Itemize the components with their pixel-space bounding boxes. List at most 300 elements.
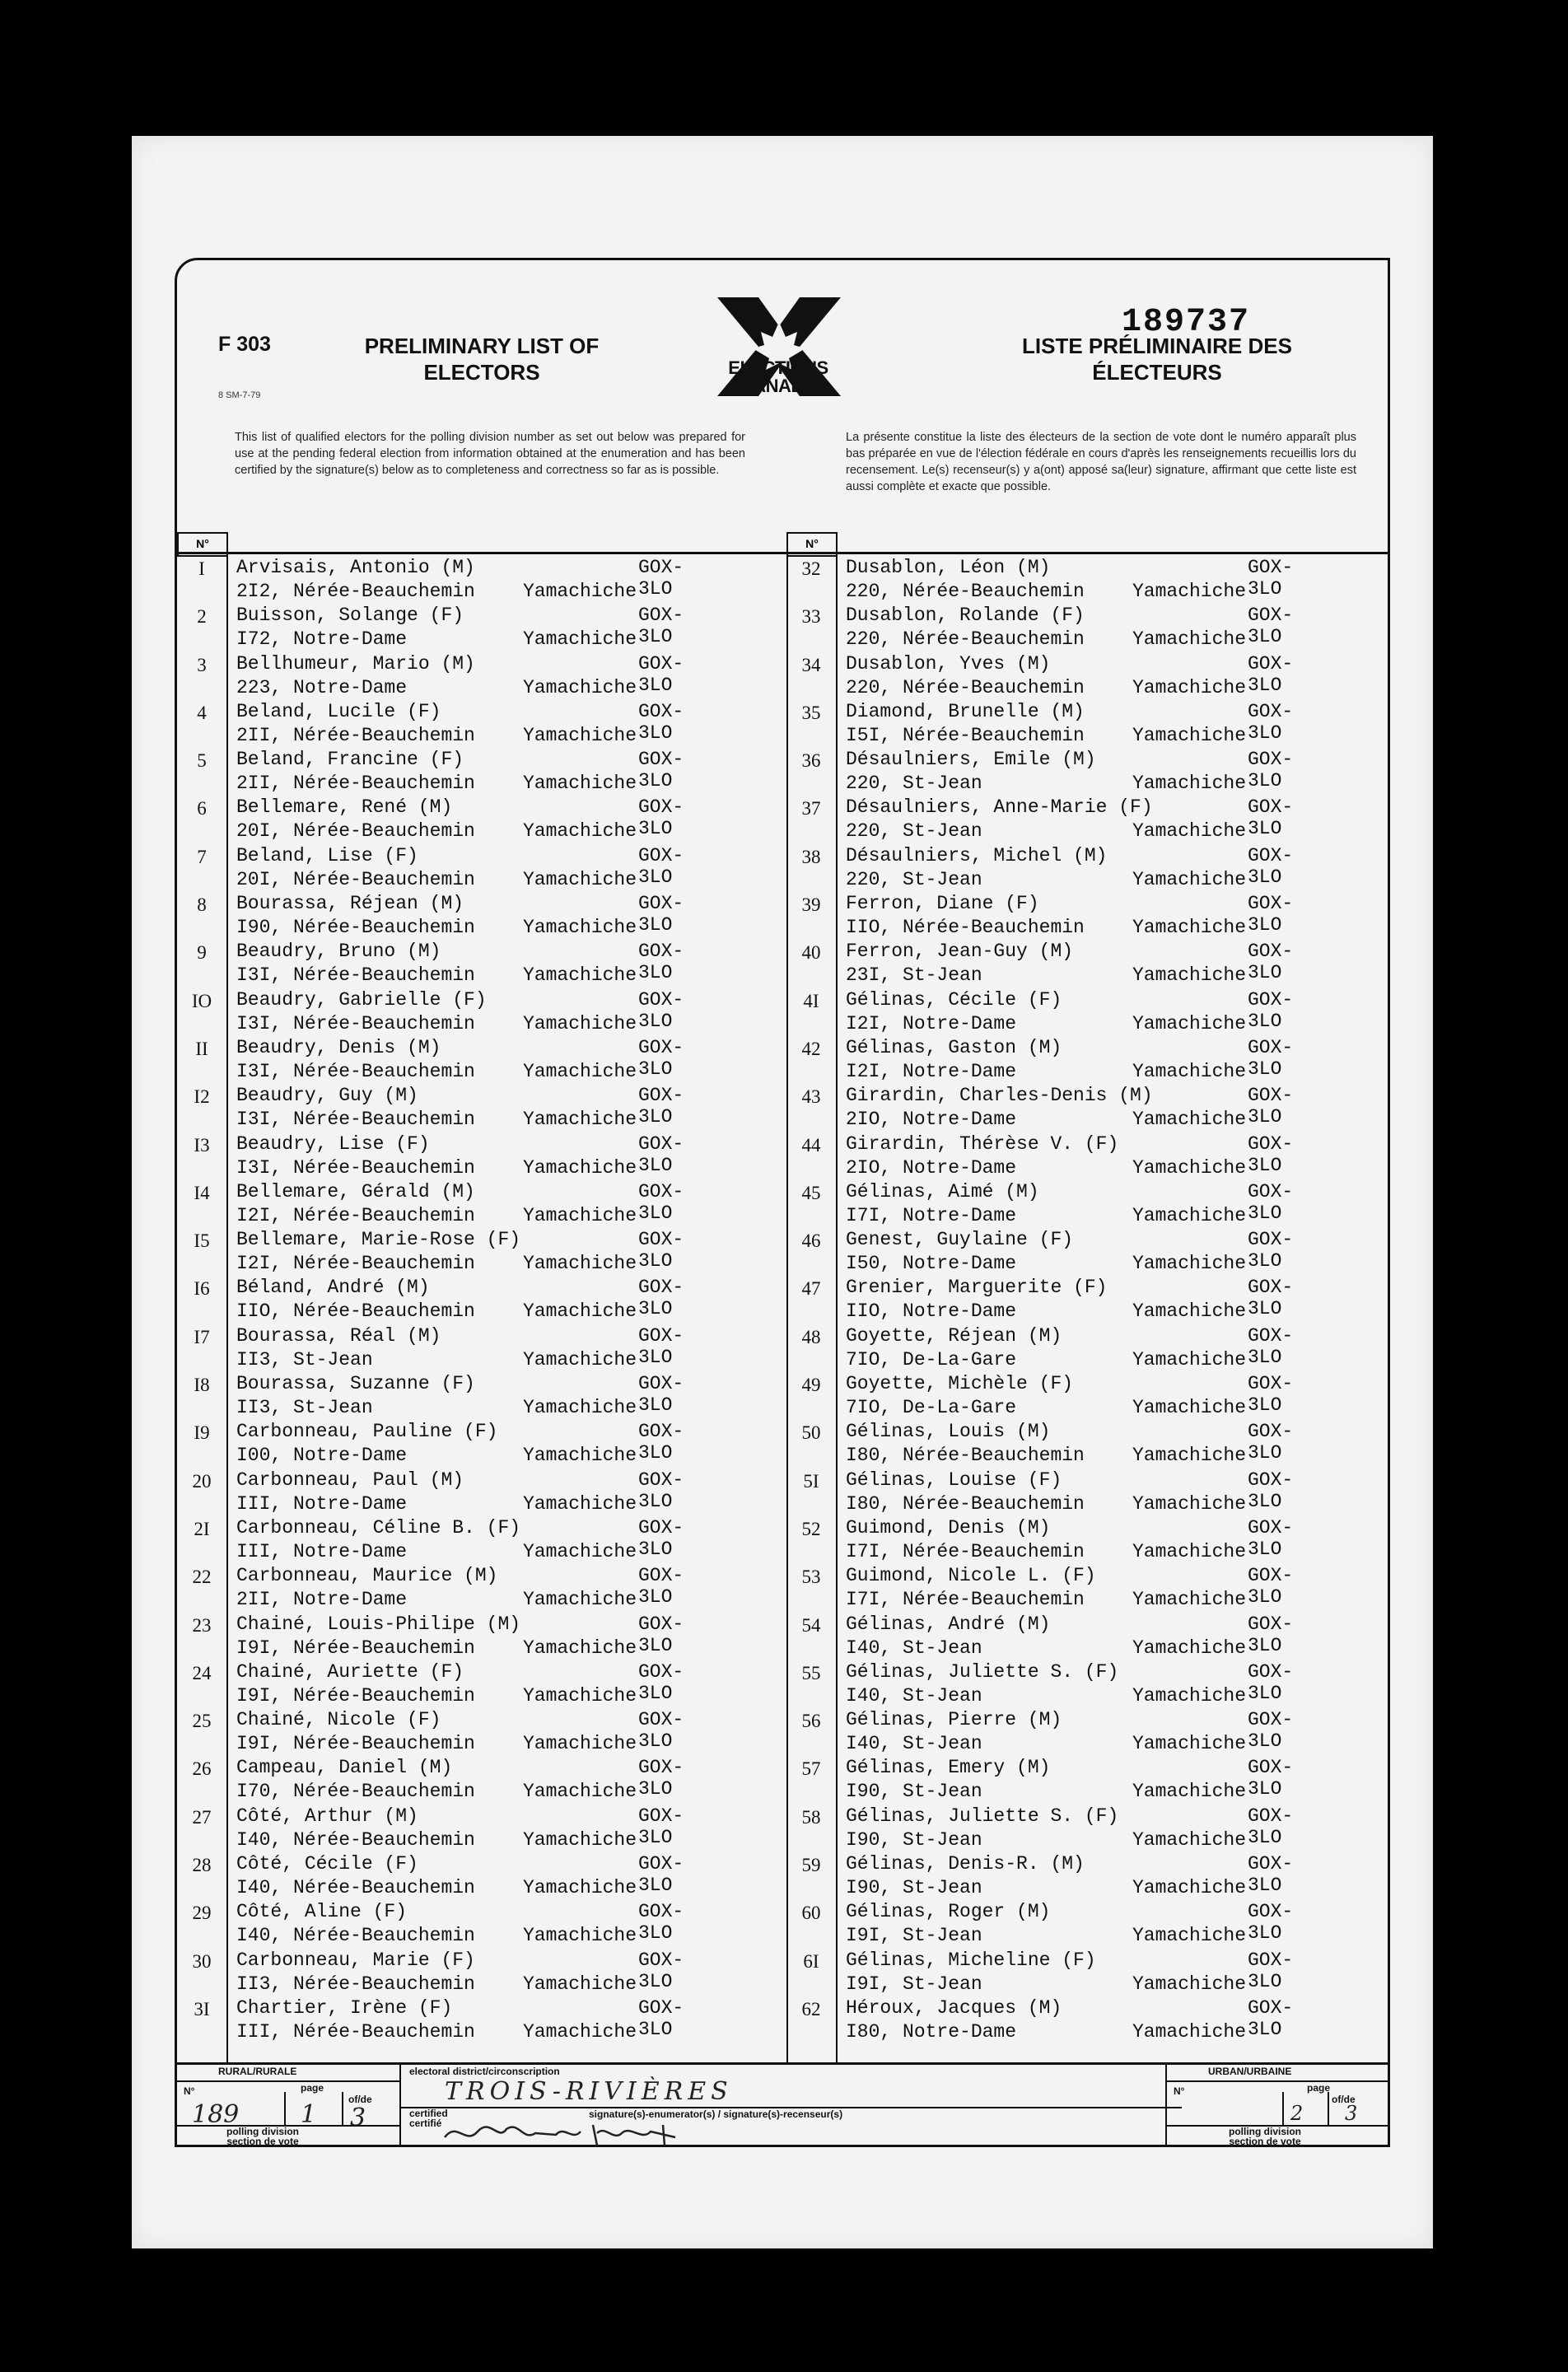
elector-postal-code: GOX-3LO [1248,1229,1294,1272]
elector-municipality: Yamachiche [1132,1492,1247,1515]
intro-text-english: This list of qualified electors for the polling division number as set out below was prepared for use at the pending federal election from information obtained at the enumeration and has been certified by the signature(s) below as to completeness and correctness so far as is possible. [235,431,745,477]
elector-name: Beland, Francine (F) [236,749,464,771]
elector-municipality: Yamachiche [523,2020,637,2043]
elector-municipality: Yamachiche [1132,1253,1247,1275]
elector-municipality: Yamachiche [523,1445,637,1467]
urban-polling-division-label: polling division section de vote [1229,2126,1301,2147]
title-fr-line1: LISTE PRÉLIMINAIRE DES [1022,334,1292,358]
elector-postal-code: GOX-3LO [638,796,684,840]
elector-name: Chainé, Auriette (F) [236,1660,464,1683]
elector-name: Côté, Aline (F) [236,1901,408,1923]
elector-name: Gélinas, Roger (M) [846,1901,1051,1923]
signature-label: signature(s)-enumerator(s) / signature(s)-recenseur(s) [589,2108,843,2120]
elector-address: II3, Nérée-Beauchemin [236,1973,475,1995]
elector-municipality: Yamachiche [1132,1204,1247,1226]
elector-postal-code: GOX-3LO [1248,1949,1294,1992]
elector-number: 27 [192,1806,212,1828]
elector-name: Gélinas, Denis-R. (M) [846,1853,1085,1875]
elector-postal-code: GOX-3LO [638,605,684,648]
elector-name: Guimond, Nicole L. (F) [846,1565,1096,1587]
elector-number: 38 [801,846,821,867]
elector-address: 7IO, De-La-Gare [846,1348,1017,1370]
elector-postal-code: GOX-3LO [1248,1565,1294,1609]
polling-division-number: 189 [192,2100,240,2129]
elector-postal-code: GOX-3LO [1248,1901,1294,1945]
right-number-divider [836,552,838,2062]
elector-number: IO [191,990,212,1011]
elector-municipality: Yamachiche [1132,773,1247,795]
page-of-number: 3 [350,2104,366,2132]
elector-address: 23I, St-Jean [846,964,982,987]
elector-address: 20I, Nérée-Beauchemin [236,868,475,890]
elector-number: 7 [197,846,207,867]
elector-postal-code: GOX-3LO [1248,1324,1294,1368]
elector-address: I50, Notre-Dame [846,1253,1017,1275]
elector-address: I3I, Nérée-Beauchemin [236,1156,475,1179]
elector-municipality: Yamachiche [523,1300,637,1323]
elector-postal-code: GOX-3LO [638,652,684,696]
elector-address: 7IO, De-La-Gare [846,1397,1017,1419]
elector-address: 2IO, Notre-Dame [846,1109,1017,1131]
elector-municipality: Yamachiche [1132,917,1247,939]
elector-number: 52 [801,1518,821,1539]
elector-number: 34 [801,654,821,675]
elector-number: 32 [801,558,821,579]
number-column-header-left: N° [177,532,228,557]
elector-name: Gélinas, Louise (F) [846,1468,1062,1491]
elector-address: I90, Nérée-Beauchemin [236,917,475,939]
elector-name: Désaulniers, Emile (M) [846,749,1096,771]
elector-number: I9 [194,1422,210,1444]
elector-name: Gélinas, Micheline (F) [846,1949,1096,1971]
urban-no-label: N° [1174,2085,1185,2097]
elector-number: 60 [801,1903,821,1924]
elector-municipality: Yamachiche [523,1109,637,1131]
elector-postal-code: GOX-3LO [1248,1180,1294,1224]
elector-address: 20I, Nérée-Beauchemin [236,820,475,843]
elector-address: I9I, St-Jean [846,1973,982,1995]
elector-address: 2II, Notre-Dame [236,1589,408,1611]
elector-municipality: Yamachiche [523,1637,637,1659]
elector-name: Bourassa, Suzanne (F) [236,1373,475,1395]
page-number: 1 [301,2100,317,2129]
serial-number: 189737 [1122,304,1251,341]
elector-name: Gélinas, André (M) [846,1613,1051,1635]
elector-postal-code: GOX-3LO [1248,749,1294,792]
district-label: electoral district/circonscription [409,2066,560,2077]
elector-name: Girardin, Thérèse V. (F) [846,1132,1119,1155]
elector-name: Chainé, Nicole (F) [236,1709,441,1731]
elector-number: 54 [801,1614,821,1636]
elector-number: 58 [801,1806,821,1828]
elector-postal-code: GOX-3LO [1248,1468,1294,1512]
elector-name: Gélinas, Cécile (F) [846,988,1062,1011]
elector-address: I2I, Nérée-Beauchemin [236,1204,475,1226]
rural-no-label: N° [184,2085,195,2097]
form-footer [177,2062,1388,2145]
elector-number: 39 [801,894,821,916]
elector-name: Beaudry, Guy (M) [236,1085,418,1107]
table-top-rule [177,552,1388,554]
elector-name: Béland, André (M) [236,1277,430,1299]
elector-address: I90, St-Jean [846,1877,982,1899]
elector-name: Gélinas, Juliette S. (F) [846,1805,1119,1827]
elector-municipality: Yamachiche [1132,1973,1247,1995]
urban-box [1165,2062,1389,2146]
elector-municipality: Yamachiche [523,1733,637,1755]
elector-address: 220, St-Jean [846,773,982,795]
elector-municipality: Yamachiche [523,1540,637,1562]
elector-municipality: Yamachiche [1132,2020,1247,2043]
elector-number: I4 [194,1182,210,1203]
rural-page-label: page [301,2082,324,2094]
elector-name: Côté, Cécile (F) [236,1853,418,1875]
elector-municipality: Yamachiche [1132,676,1247,698]
elector-municipality: Yamachiche [523,1204,637,1226]
elector-address: 220, St-Jean [846,820,982,843]
elector-municipality: Yamachiche [523,917,637,939]
elector-number: 33 [801,606,821,628]
elector-number: 6I [803,1950,819,1972]
elector-address: I40, St-Jean [846,1637,982,1659]
elector-municipality: Yamachiche [1132,1348,1247,1370]
document-sheet [132,136,1433,2248]
elector-postal-code: GOX-3LO [638,1709,684,1753]
elector-number: I3 [194,1134,210,1156]
elector-municipality: Yamachiche [1132,1012,1247,1034]
elector-name: Beland, Lise (F) [236,844,418,866]
elector-address: 220, Nérée-Beauchemin [846,676,1085,698]
elector-postal-code: GOX-3LO [1248,1085,1294,1128]
elector-name: Bourassa, Réal (M) [236,1324,441,1347]
elector-number: 8 [197,894,207,916]
elector-municipality: Yamachiche [1132,1781,1247,1803]
elector-postal-code: GOX-3LO [1248,700,1294,744]
elector-number: 50 [801,1422,821,1444]
elector-postal-code: GOX-3LO [638,988,684,1032]
elector-address: 220, Nérée-Beauchemin [846,581,1085,602]
elector-address: I90, St-Jean [846,1828,982,1851]
elector-name: Bourassa, Réjean (M) [236,893,464,915]
elector-municipality: Yamachiche [523,1253,637,1275]
elector-postal-code: GOX-3LO [1248,1613,1294,1656]
elector-name: Beaudry, Denis (M) [236,1036,441,1058]
elector-address: I3I, Nérée-Beauchemin [236,1109,475,1131]
elector-postal-code: GOX-3LO [638,1949,684,1992]
elector-postal-code: GOX-3LO [1248,844,1294,888]
elector-address: I70, Nérée-Beauchemin [236,1781,475,1803]
elector-number: I [198,558,205,579]
elector-number: 47 [801,1278,821,1300]
elector-municipality: Yamachiche [523,1348,637,1370]
elector-municipality: Yamachiche [1132,1397,1247,1419]
elector-number: 43 [801,1086,821,1108]
elector-number: 55 [801,1662,821,1683]
elector-municipality: Yamachiche [1132,724,1247,746]
elector-name: Guimond, Denis (M) [846,1516,1051,1539]
elector-name: Carbonneau, Marie (F) [236,1949,475,1971]
district-value: TROIS-RIVIÈRES [445,2077,733,2106]
elector-address: I40, Nérée-Beauchemin [236,1925,475,1947]
elector-address: II3, St-Jean [236,1397,373,1419]
elector-name: Beland, Lucile (F) [236,700,441,722]
elector-address: IIO, Nérée-Beauchemin [236,1300,475,1323]
elector-municipality: Yamachiche [1132,628,1247,651]
elector-address: III, Nérée-Beauchemin [236,2020,475,2043]
elector-postal-code: GOX-3LO [638,1660,684,1704]
elector-postal-code: GOX-3LO [638,1036,684,1080]
form-code: F 303 [218,333,271,356]
elector-name: Héroux, Jacques (M) [846,1996,1062,2019]
elector-address: 2IO, Notre-Dame [846,1156,1017,1179]
elector-municipality: Yamachiche [523,724,637,746]
elector-name: Genest, Guylaine (F) [846,1229,1074,1251]
elector-number: 4 [197,702,207,723]
elector-postal-code: GOX-3LO [638,1421,684,1464]
urban-page-number: 2 [1290,2102,1304,2125]
elector-address: 220, Nérée-Beauchemin [846,628,1085,651]
elector-address: I40, Nérée-Beauchemin [236,1877,475,1899]
elector-municipality: Yamachiche [523,1589,637,1611]
elector-postal-code: GOX-3LO [1248,1277,1294,1320]
elector-number: 5I [803,1470,819,1492]
elector-number: 35 [801,702,821,723]
elector-postal-code: GOX-3LO [638,1757,684,1800]
intro-text-french: La présente constitue la liste des électeurs de la section de vote dont le numéro apparaît plus bas préparée en vue de l'élection fédérale en cours d'après les renseignements recueillis lors du recensement. Le(s) recenseur(s) y a(ont) apposé sa(leur) signature, affirmant que cette liste est aussi complète et exacte que possible. [846,431,1356,493]
elector-postal-code: GOX-3LO [638,941,684,984]
elector-name: Ferron, Jean-Guy (M) [846,941,1074,963]
form-revision: 8 SM-7-79 [218,390,261,400]
elector-municipality: Yamachiche [1132,1637,1247,1659]
elector-name: Dusablon, Rolande (F) [846,605,1085,627]
elector-name: Bellemare, René (M) [236,796,453,819]
urban-of-label: of/de [1332,2094,1356,2105]
elector-number: I6 [194,1278,210,1300]
number-column-header-right: N° [786,532,838,557]
elector-name: Bellemare, Marie-Rose (F) [236,1229,521,1251]
elector-number: 45 [801,1182,821,1203]
elector-municipality: Yamachiche [1132,1589,1247,1611]
elector-number: I8 [194,1375,210,1396]
elector-postal-code: GOX-3LO [638,1516,684,1560]
logo-word-canada: CANADA [740,376,817,396]
elector-number: 2I [194,1518,210,1539]
elector-postal-code: GOX-3LO [638,1613,684,1656]
elector-name: Désaulniers, Anne-Marie (F) [846,796,1153,819]
elector-number: 62 [801,1998,821,2019]
elector-address: 2I2, Nérée-Beauchemin [236,581,475,602]
certified-label: certified certifié [409,2108,448,2129]
elector-address: I00, Notre-Dame [236,1445,408,1467]
elector-postal-code: GOX-3LO [1248,1996,1294,2040]
elector-number: 22 [192,1567,212,1588]
elector-address: I7I, Notre-Dame [846,1204,1017,1226]
elector-municipality: Yamachiche [523,1925,637,1947]
elector-municipality: Yamachiche [523,628,637,651]
elector-name: Ferron, Diane (F) [846,893,1039,915]
elector-postal-code: GOX-3LO [638,893,684,936]
elector-name: Gélinas, Emery (M) [846,1757,1051,1779]
elector-municipality: Yamachiche [1132,1445,1247,1467]
elector-postal-code: GOX-3LO [1248,796,1294,840]
elector-number: 59 [801,1855,821,1876]
elector-municipality: Yamachiche [1132,1109,1247,1131]
elector-postal-code: GOX-3LO [1248,557,1294,600]
elector-number: 5 [197,750,207,772]
elector-name: Gélinas, Gaston (M) [846,1036,1062,1058]
elector-name: Carbonneau, Pauline (F) [236,1421,498,1443]
elector-name: Carbonneau, Céline B. (F) [236,1516,521,1539]
elector-name: Goyette, Réjean (M) [846,1324,1062,1347]
elector-name: Côté, Arthur (M) [236,1805,418,1827]
elector-postal-code: GOX-3LO [1248,1132,1294,1176]
elector-postal-code: GOX-3LO [638,1373,684,1417]
elector-name: Bellemare, Gérald (M) [236,1180,475,1202]
elector-municipality: Yamachiche [1132,1684,1247,1707]
title-fr-line2: ÉLECTEURS [1092,360,1222,385]
elector-municipality: Yamachiche [523,1973,637,1995]
elector-municipality: Yamachiche [1132,820,1247,843]
elector-name: Gélinas, Aimé (M) [846,1180,1039,1202]
elector-postal-code: GOX-3LO [638,1805,684,1848]
elector-municipality: Yamachiche [1132,1925,1247,1947]
elector-number: II [195,1038,208,1059]
elector-name: Gélinas, Juliette S. (F) [846,1660,1119,1683]
elector-number: I5 [194,1230,210,1252]
elector-number: 29 [192,1903,212,1924]
elector-name: Dusablon, Léon (M) [846,557,1051,578]
elector-name: Chartier, Irène (F) [236,1996,453,2019]
elector-postal-code: GOX-3LO [638,1468,684,1512]
elector-municipality: Yamachiche [1132,1733,1247,1755]
elector-address: III, Notre-Dame [236,1540,408,1562]
elector-address: I2I, Notre-Dame [846,1012,1017,1034]
elector-postal-code: GOX-3LO [1248,1516,1294,1560]
elector-postal-code: GOX-3LO [1248,941,1294,984]
elector-number: 20 [192,1470,212,1492]
elector-name: Diamond, Brunelle (M) [846,700,1085,722]
elector-name: Carbonneau, Paul (M) [236,1468,464,1491]
elector-number: I2 [194,1086,210,1108]
elector-address: I3I, Nérée-Beauchemin [236,1012,475,1034]
elector-address: 220, St-Jean [846,868,982,890]
elector-number: 9 [197,942,207,964]
elector-postal-code: GOX-3LO [638,1132,684,1176]
elector-postal-code: GOX-3LO [638,700,684,744]
elector-name: Campeau, Daniel (M) [236,1757,453,1779]
elector-name: Désaulniers, Michel (M) [846,844,1108,866]
elector-address: II3, St-Jean [236,1348,373,1370]
elector-address: I72, Notre-Dame [236,628,408,651]
elector-name: Arvisais, Antonio (M) [236,557,475,578]
elector-number: 28 [192,1855,212,1876]
elector-postal-code: GOX-3LO [1248,1373,1294,1417]
elector-address: I5I, Nérée-Beauchemin [846,724,1085,746]
elector-name: Beaudry, Lise (F) [236,1132,430,1155]
elector-name: Goyette, Michèle (F) [846,1373,1074,1395]
elector-address: I80, Notre-Dame [846,2020,1017,2043]
elector-name: Beaudry, Bruno (M) [236,941,441,963]
elector-postal-code: GOX-3LO [1248,1805,1294,1848]
elector-municipality: Yamachiche [523,868,637,890]
enumerator-signature-icon [441,2117,704,2150]
elector-postal-code: GOX-3LO [638,557,684,600]
elector-address: 2II, Nérée-Beauchemin [236,724,475,746]
elector-municipality: Yamachiche [1132,581,1247,602]
elector-address: 2II, Nérée-Beauchemin [236,773,475,795]
elector-number: 42 [801,1038,821,1059]
elector-name: Buisson, Solange (F) [236,605,464,627]
urban-page-label: page [1307,2082,1331,2094]
polling-division-label: polling division section de vote [226,2126,299,2147]
elector-municipality: Yamachiche [523,1781,637,1803]
elector-municipality: Yamachiche [523,820,637,843]
elector-postal-code: GOX-3LO [638,1565,684,1609]
elector-municipality: Yamachiche [523,1828,637,1851]
elector-municipality: Yamachiche [1132,1877,1247,1899]
logo-wordmark [704,359,852,395]
elector-municipality: Yamachiche [523,1397,637,1419]
elector-postal-code: GOX-3LO [638,1229,684,1272]
elector-municipality: Yamachiche [523,676,637,698]
elector-number: 56 [801,1711,821,1732]
elector-address: 223, Notre-Dame [236,676,408,698]
elector-number: 37 [801,798,821,819]
elector-address: I3I, Nérée-Beauchemin [236,964,475,987]
logo-word-elections: ELECTIONS [728,357,828,378]
elector-municipality: Yamachiche [1132,1300,1247,1323]
elector-number: 23 [192,1614,212,1636]
elector-postal-code: GOX-3LO [638,1996,684,2040]
urban-label: URBAN/URBAINE [1208,2066,1292,2077]
elector-postal-code: GOX-3LO [638,1853,684,1897]
elector-postal-code: GOX-3LO [638,1277,684,1320]
elector-number: 3 [197,654,207,675]
elector-address: III, Notre-Dame [236,1492,408,1515]
elector-municipality: Yamachiche [523,581,637,602]
title-en-line2: ELECTORS [423,360,540,385]
elector-name: Carbonneau, Maurice (M) [236,1565,498,1587]
elector-address: I7I, Nérée-Beauchemin [846,1589,1085,1611]
elector-address: I40, St-Jean [846,1733,982,1755]
elector-municipality: Yamachiche [1132,1060,1247,1082]
rural-label: RURAL/RURALE [218,2066,297,2077]
elector-number: 53 [801,1567,821,1588]
elector-postal-code: GOX-3LO [1248,1853,1294,1897]
elector-municipality: Yamachiche [523,1877,637,1899]
elector-municipality: Yamachiche [1132,868,1247,890]
elector-number: 6 [197,798,207,819]
title-french [1001,333,1314,385]
elector-address: IIO, Nérée-Beauchemin [846,917,1085,939]
elector-number: I7 [194,1326,210,1347]
elector-address: I7I, Nérée-Beauchemin [846,1540,1085,1562]
elector-municipality: Yamachiche [1132,1828,1247,1851]
elector-postal-code: GOX-3LO [638,1180,684,1224]
elector-municipality: Yamachiche [523,964,637,987]
elector-name: Chainé, Louis-Philipe (M) [236,1613,521,1635]
elector-postal-code: GOX-3LO [638,1901,684,1945]
elector-municipality: Yamachiche [523,1684,637,1707]
elector-postal-code: GOX-3LO [638,1085,684,1128]
elector-postal-code: GOX-3LO [1248,652,1294,696]
elector-address: I80, Nérée-Beauchemin [846,1445,1085,1467]
elector-number: 48 [801,1326,821,1347]
elector-address: IIO, Notre-Dame [846,1300,1017,1323]
elector-address: I9I, Nérée-Beauchemin [236,1637,475,1659]
elector-municipality: Yamachiche [1132,964,1247,987]
elector-address: I80, Nérée-Beauchemin [846,1492,1085,1515]
